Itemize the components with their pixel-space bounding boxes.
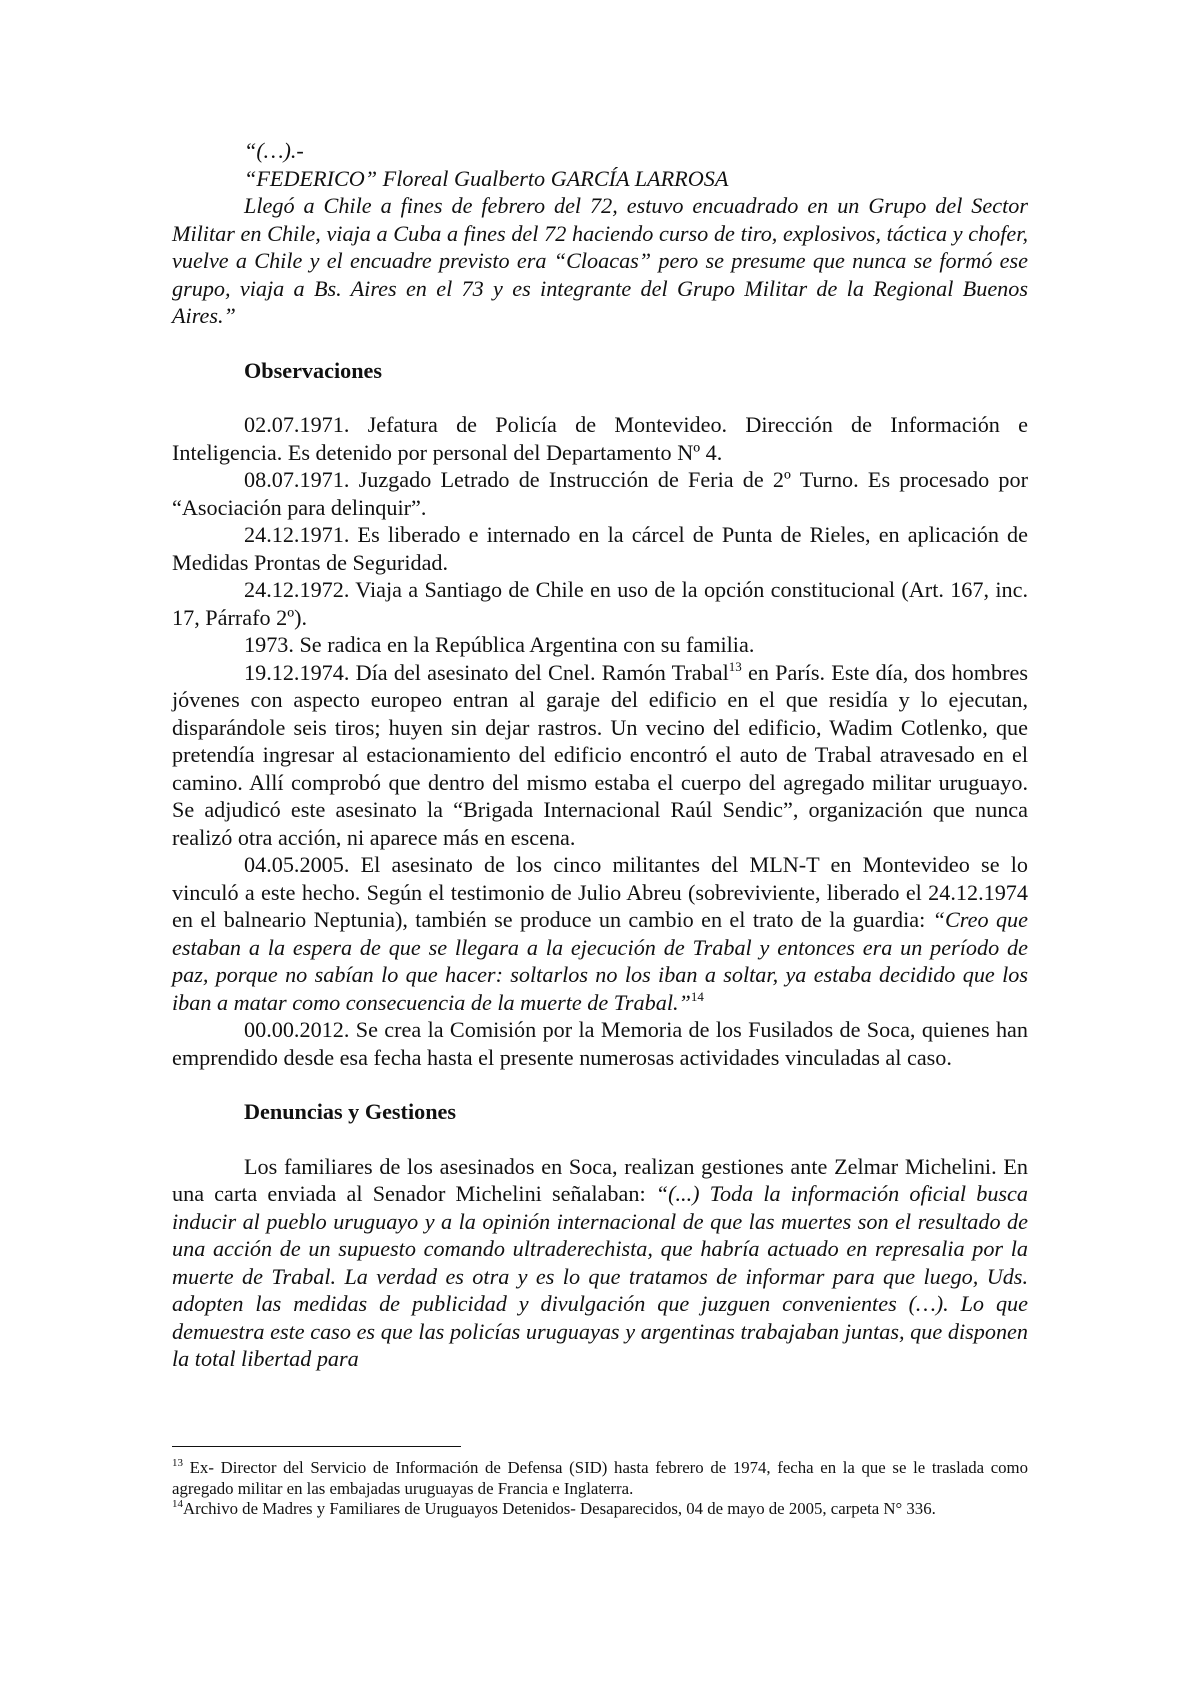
observacion-item: 08.07.1971. Juzgado Letrado de Instrucción de Feria de 2º Turno. Es procesado por “Asociación para delinquir”. bbox=[172, 467, 1028, 520]
observacion-text: 04.05.2005. El asesinato de los cinco militantes del MLN-T en Montevideo se lo vinculó a este hecho. Según el testimonio de Julio Abreu (sobreviviente, liberado el 24.12.1974 en el balneario Neptunia), también se produce un cambio en el trato de la guardia: bbox=[172, 852, 1028, 932]
footnote-text: Ex- Director del Servicio de Información de Defensa (SID) hasta febrero de 1974, fecha en la que se le traslada como agregado militar en las embajadas uruguayas de Francia e Inglaterra. bbox=[172, 1458, 1028, 1498]
denuncias-paragraph bbox=[172, 1153, 1028, 1373]
footnote-number: 14 bbox=[172, 1498, 183, 1510]
section-gap bbox=[172, 1071, 1028, 1098]
footnote-ref-14[interactable]: 14 bbox=[690, 988, 704, 1004]
section-gap bbox=[172, 384, 1028, 411]
section-gap bbox=[172, 330, 1028, 357]
observacion-text: 19.12.1974. Día del asesinato del Cnel. Ramón Trabal bbox=[244, 659, 729, 685]
observacion-item bbox=[172, 851, 1028, 1016]
observacion-item: 02.07.1971. Jefatura de Policía de Montevideo. Dirección de Información e Inteligencia. Es detenido por personal del Departamento Nº 4. bbox=[172, 412, 1028, 465]
footnote-number: 13 bbox=[172, 1457, 183, 1469]
body-text bbox=[172, 137, 1028, 1373]
observacion-item: 24.12.1971. Es liberado e internado en la cárcel de Punta de Rieles, en aplicación de Medidas Prontas de Seguridad. bbox=[172, 522, 1028, 575]
observacion-item bbox=[172, 659, 1028, 852]
quote-line-2: “FEDERICO” Floreal Gualberto GARCÍA LARROSA bbox=[244, 165, 729, 191]
footnote-14 bbox=[172, 1499, 1028, 1520]
denuncias-text: Los familiares de los asesinados en Soca, realizan gestiones ante Zelmar Michelini. En una carta enviada al Senador Michelini señalaban: bbox=[172, 1153, 1028, 1206]
section-gap bbox=[172, 1126, 1028, 1153]
footnote-text: Archivo de Madres y Familiares de Uruguayos Detenidos- Desaparecidos, 04 de mayo de 2005, carpeta N° 336. bbox=[183, 1499, 936, 1518]
observacion-text: en París. Este día, dos hombres jóvenes con aspecto europeo entran al garaje del edificio en el que residía y lo ejecutan, disparándole seis tiros; huyen sin dejar rastros. Un vecino del edificio, Wadim Cotlenko, que pretendía ingresar al estacionamiento del edificio encontró el auto de Trabal atravesado en el camino. Allí comprobó que dentro del mismo estaba el cuerpo del agregado militar uruguayo. Se adjudicó este asesinato la “Brigada Internacional Raúl Sendic”, organización que nunca realizó otra acción, ni aparece más en escena. bbox=[172, 659, 1028, 850]
footnote-ref-13[interactable]: 13 bbox=[728, 658, 742, 674]
quote-paragraph: Llegó a Chile a fines de febrero del 72, estuvo encuadrado en un Grupo del Sector Militar en Chile, viaja a Cuba a fines del 72 haciendo curso de tiro, explosivos, táctica y chofer, vuelve a Chile y el encuadre previsto era “Cloacas” pero se presume que nunca se formó ese grupo, viaja a Bs. Aires en el 73 y es integrante del Grupo Militar de la Regional Buenos Aires.” bbox=[172, 193, 1028, 328]
footnotes bbox=[172, 1458, 1028, 1520]
testimony-quote: “Creo que estaban a la espera de que se llegara a la ejecución de Trabal y entonces era un período de paz, porque no sabían lo que hacer: soltarlos no los iban a soltar, ya estaba decidido que los iban a matar como consecuencia de la muerte de Trabal.” bbox=[172, 907, 1028, 1015]
footnote-divider bbox=[172, 1446, 461, 1447]
letter-quote: “(...) Toda la información oficial busca inducir al pueblo uruguayo y a la opinión internacional de que las muertes son el resultado de una acción de un supuesto comando ultraderechista, que habría actuado en represalia por la muerte de Trabal. La verdad es otra y es lo que tratamos de informar para que luego, Uds. adopten las medidas de publicidad y divulgación que juzguen convenientes (…). Lo que demuestra este caso es que las policías uruguayas y argentinas trabajaban juntas, que disponen la total libertad para bbox=[172, 1181, 1028, 1371]
heading-denuncias: Denuncias y Gestiones bbox=[244, 1099, 457, 1124]
observacion-item: 00.00.2012. Se crea la Comisión por la Memoria de los Fusilados de Soca, quienes han emprendido desde esa fecha hasta el presente numerosas actividades vinculadas al caso. bbox=[172, 1017, 1028, 1070]
heading-observaciones: Observaciones bbox=[244, 357, 383, 383]
footnote-13 bbox=[172, 1458, 1028, 1499]
observacion-item: 1973. Se radica en la República Argentina con su familia. bbox=[244, 632, 755, 657]
observacion-item: 24.12.1972. Viaja a Santiago de Chile en uso de la opción constitucional (Art. 167, inc. 17, Párrafo 2º). bbox=[172, 577, 1028, 630]
quote-line-1: “(…).- bbox=[244, 138, 304, 163]
